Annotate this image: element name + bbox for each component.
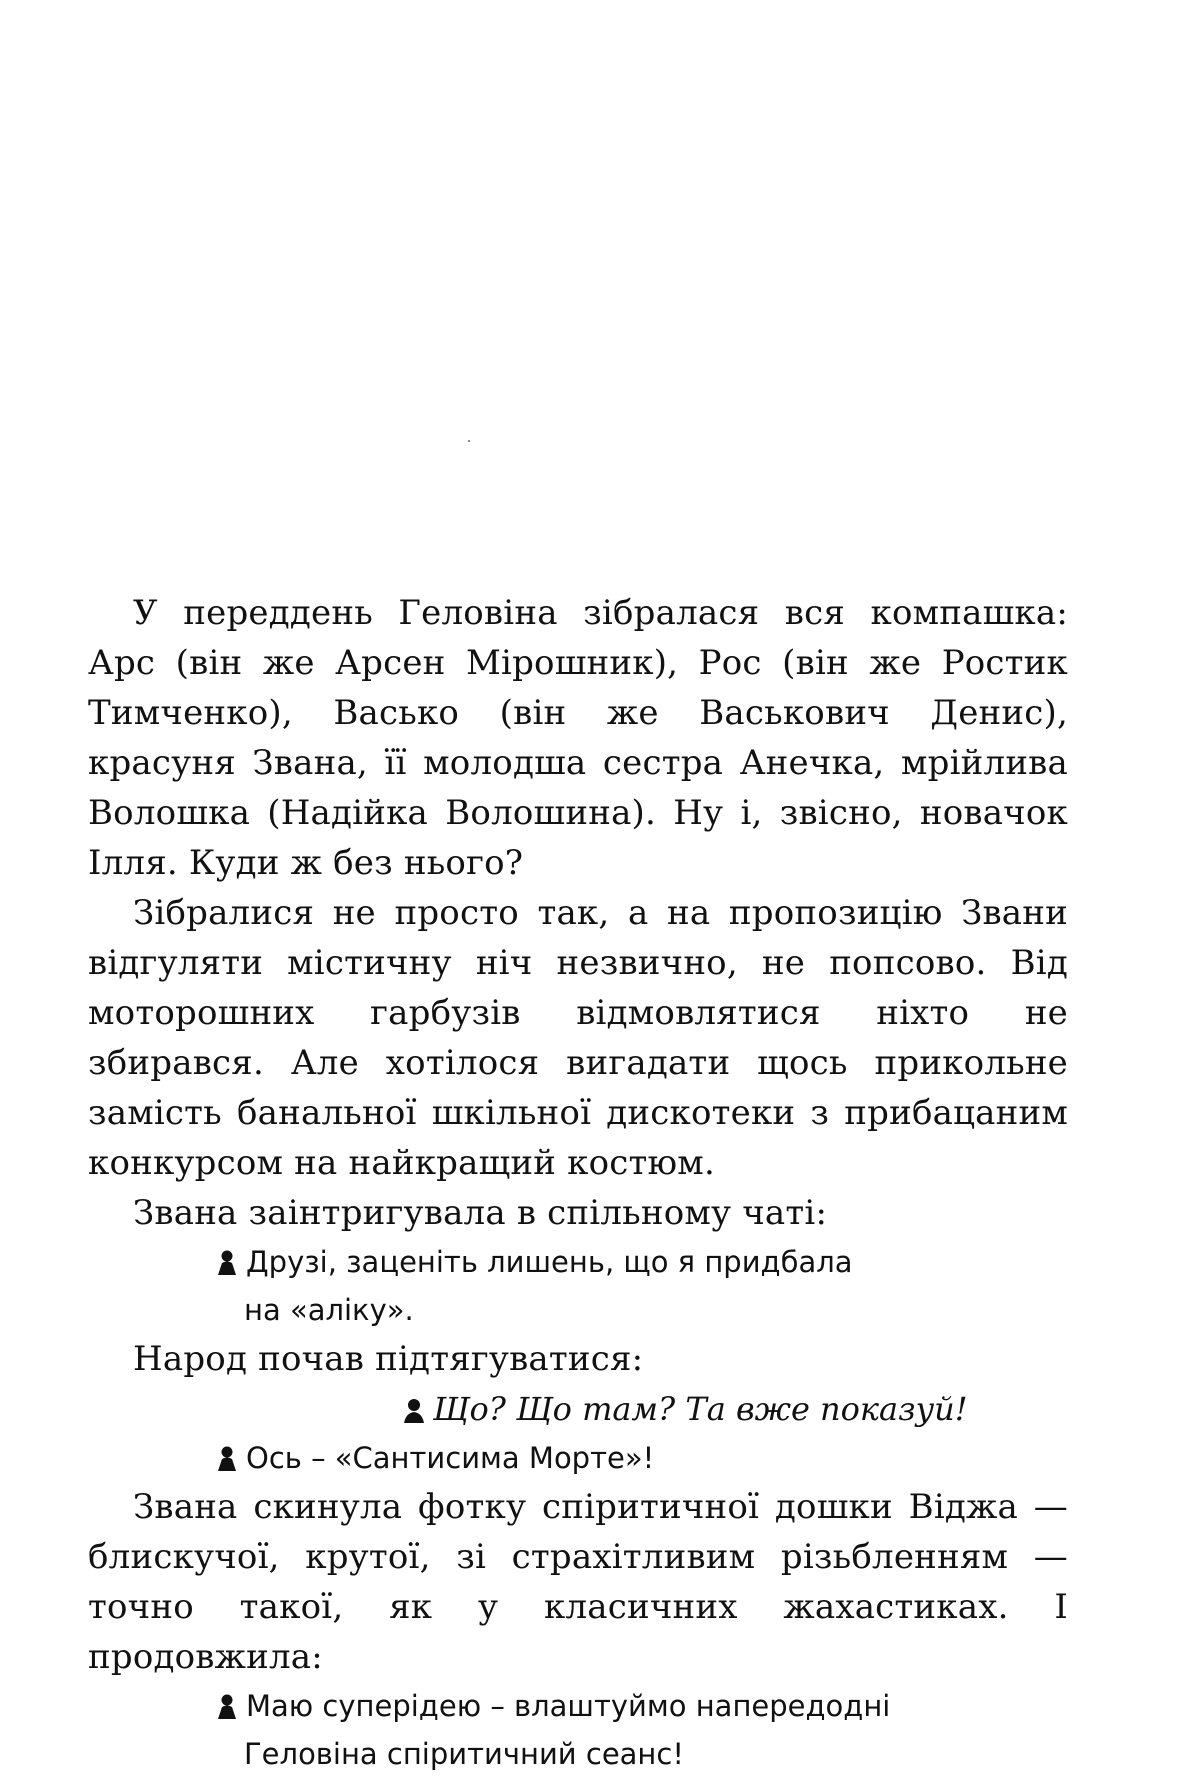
paragraph-intro: У переддень Геловіна зібралася вся компашка: Арс (він же Арсен Мірошник), Рос (він же Ростик Тимченко), Васько (він же Васькович Денис), красуня Звана, її молодша сестра Анечка, мрійлива Волошка (Надійка Волошина). Ну і, звісно, новачок Ілля. Куди ж без нього? xyxy=(88,593,1068,883)
chat-message-line xyxy=(216,1730,1068,1778)
chat-message-text: на «аліку». xyxy=(244,1293,414,1327)
chat-message-others xyxy=(88,1384,1068,1434)
chat-message-line xyxy=(216,1682,1068,1730)
chat-message-text: Маю суперідею – влаштуймо напередодні xyxy=(246,1689,891,1723)
chat-message-line xyxy=(403,1384,1068,1434)
chat-message-zvana-3 xyxy=(88,1682,1068,1778)
scan-speck xyxy=(468,440,470,442)
female-user-icon xyxy=(216,1694,238,1720)
chat-message-zvana-2 xyxy=(88,1434,1068,1482)
chat-message-text: Що? Що там? Та вже показуй! xyxy=(433,1390,968,1428)
user-icon xyxy=(403,1398,425,1424)
chat-message-zvana-1 xyxy=(88,1238,1068,1334)
paragraph-ouija: Звана скинула фотку спіритичної дошки Віджа — блискучої, крутої, зі страхітливим різьбленням — точно такої, як у класичних жахастиках. І продовжила: xyxy=(88,1487,1068,1677)
paragraph-people-joining: Народ почав підтягуватися: xyxy=(133,1339,644,1379)
paragraph-idea: Зібралися не просто так, а на пропозицію Звани відгуляти містичну ніч незвично, не попсово. Від моторошних гарбузів відмовлятися ніхто не збирався. Але хотілося вигадати щось прикольне замість банальної шкільної дискотеки з прибацаним конкурсом на найкращий костюм. xyxy=(88,893,1068,1183)
text-block xyxy=(88,588,1068,1778)
female-user-icon xyxy=(216,1250,238,1276)
chat-message-text: Ось – «Сантисима Морте»! xyxy=(246,1441,655,1475)
chat-message-text: Геловіна спіритичний сеанс! xyxy=(244,1737,684,1771)
female-user-icon xyxy=(216,1446,238,1472)
chat-message-line xyxy=(216,1286,1068,1334)
chat-message-line xyxy=(216,1434,1068,1482)
chat-message-text: Друзі, заценіть лишень, що я придбала xyxy=(246,1245,853,1279)
paragraph-chat-intro: Звана заінтригувала в спільному чаті: xyxy=(133,1193,828,1233)
chat-message-line xyxy=(216,1238,1068,1286)
